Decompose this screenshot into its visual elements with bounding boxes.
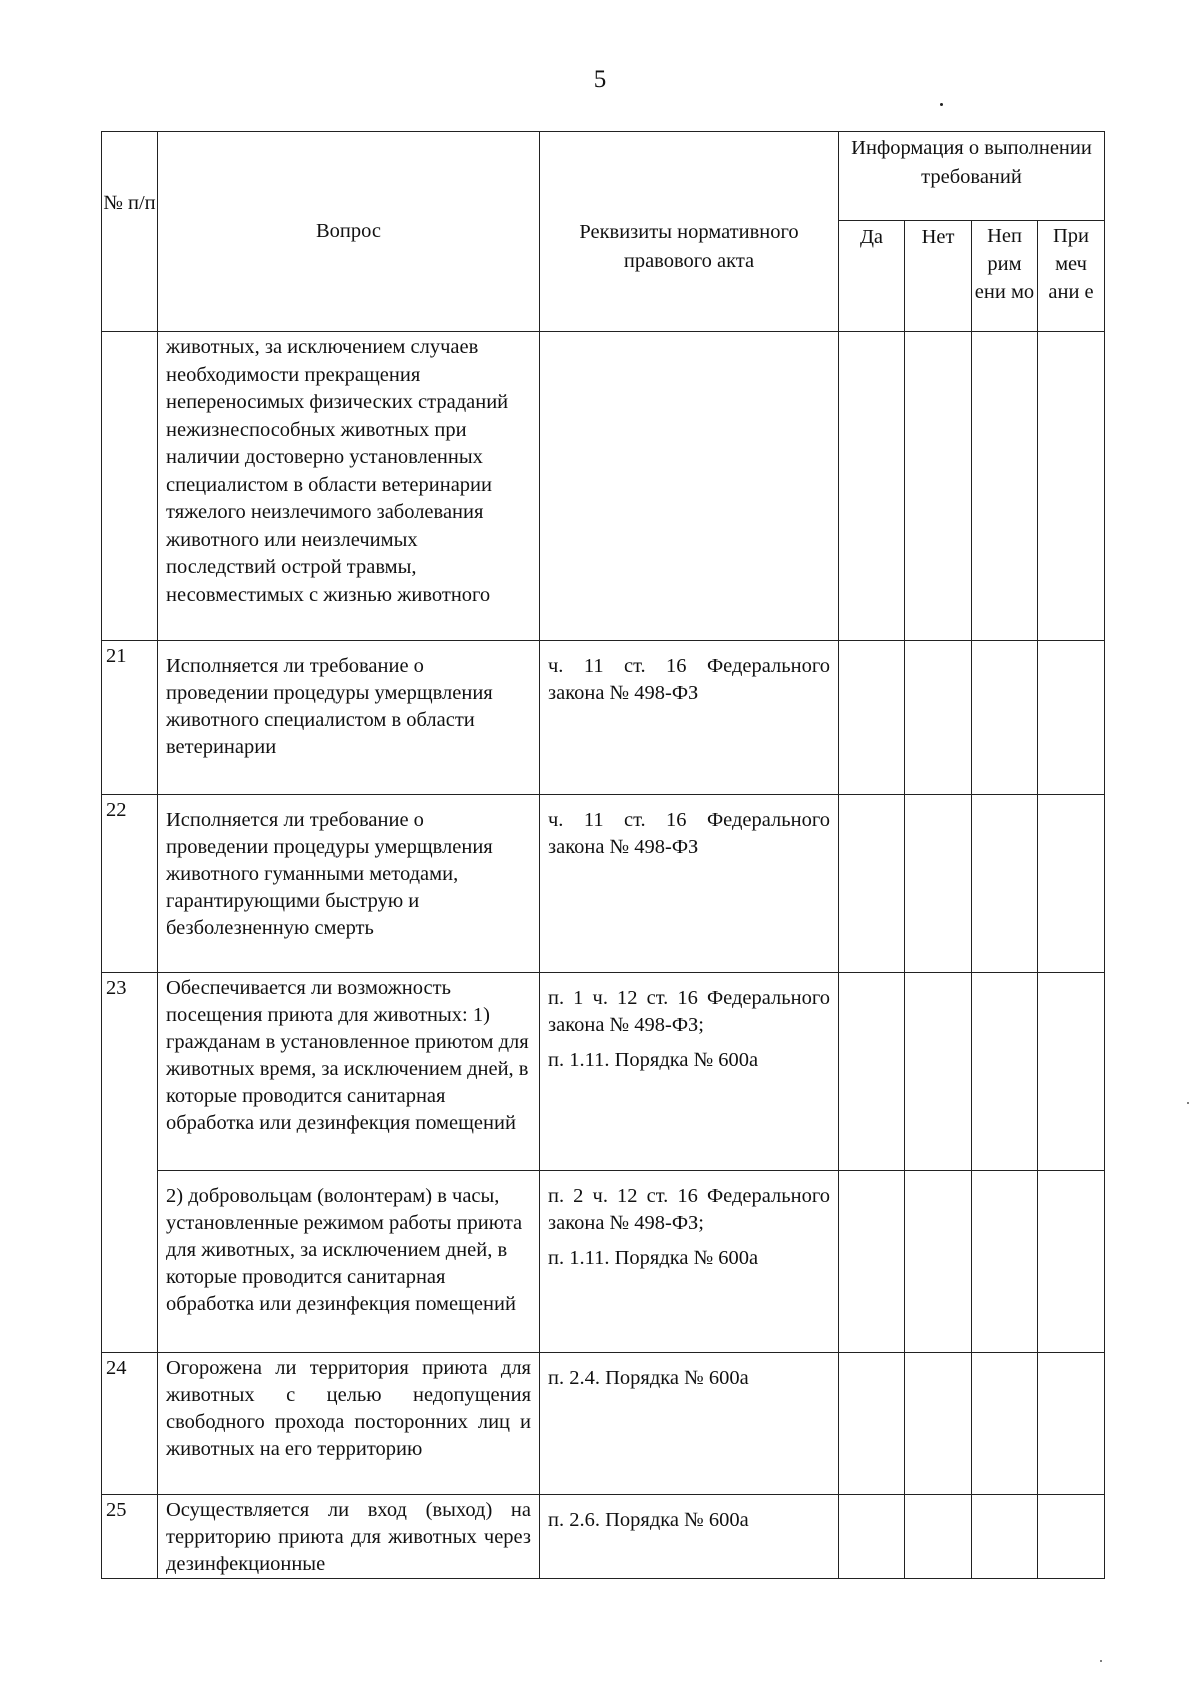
ref-item: ч. 11 ст. 16 Федерального закона № 498-ФЗ (548, 809, 830, 858)
row-num (102, 332, 158, 641)
row-ref (540, 1171, 839, 1353)
cell-note (1038, 1353, 1105, 1495)
header-num: № п/п (102, 132, 158, 332)
cell-na (972, 973, 1038, 1171)
page-number: 5 (593, 66, 607, 93)
row-question: Исполняется ли требование о проведении процедуры умерщвления животного специалистом в области ветеринарии (158, 641, 540, 795)
table-row (102, 1353, 1105, 1495)
row-question: 2) добровольцам (волонтерам) в часы, установленные режимом работы приюта для животных, за исключением дней, в которые проводится санитарная обработка или дезинфекция помещений (158, 1171, 540, 1353)
scan-speck (1187, 1102, 1189, 1104)
table-row (102, 1171, 1105, 1353)
table-row (102, 795, 1105, 973)
header-row (102, 132, 1105, 221)
cell-note (1038, 332, 1105, 641)
table-row (102, 973, 1105, 1171)
row-num: 21 (102, 641, 158, 795)
cell-note (1038, 795, 1105, 973)
row-question: Обеспечивается ли возможность посещения приюта для животных: 1) гражданам в установленное приютом для животных время, за исключением дней, в которые проводится санитарная обработка или дезинфекция помещений (158, 973, 540, 1171)
scan-speck (1100, 1660, 1102, 1662)
checklist-table (101, 131, 1105, 1579)
row-ref (540, 332, 839, 641)
cell-note (1038, 973, 1105, 1171)
table-row (102, 332, 1105, 641)
cell-no (905, 973, 972, 1171)
row-num: 24 (102, 1353, 158, 1495)
cell-na (972, 1353, 1038, 1495)
row-ref (540, 641, 839, 795)
row-num: 22 (102, 795, 158, 973)
header-ref: Реквизиты нормативного правового акта (540, 132, 839, 332)
row-question: Огорожена ли территория приюта для животных с целью недопущения свободного прохода посторонних лиц и животных на его территорию (158, 1353, 540, 1495)
header-question: Вопрос (158, 132, 540, 332)
cell-no (905, 795, 972, 973)
cell-na (972, 1495, 1038, 1579)
cell-note (1038, 1495, 1105, 1579)
ref-item: п. 2.4. Порядка № 600а (548, 1367, 749, 1389)
row-ref (540, 973, 839, 1171)
cell-yes (839, 1495, 905, 1579)
header-note: При меч ани е (1038, 221, 1105, 332)
cell-note (1038, 641, 1105, 795)
cell-yes (839, 1171, 905, 1353)
ref-item: п. 1.11. Порядка № 600а (548, 1049, 759, 1071)
cell-yes (839, 641, 905, 795)
cell-no (905, 641, 972, 795)
scan-speck (940, 103, 943, 106)
cell-no (905, 1171, 972, 1353)
row-question: животных, за исключением случаев необходимости прекращения непереносимых физических страданий нежизнеспособных животных при наличии достоверно установленных специалистом в области ветеринарии тяжелого неизлечимого заболевания животного или неизлечимых последствий острой травмы, несовместимых с жизнью животного (158, 332, 540, 641)
header-na: Неп рим ени мо (972, 221, 1038, 332)
header-no: Нет (905, 221, 972, 332)
table-row (102, 1495, 1105, 1579)
row-num: 25 (102, 1495, 158, 1579)
ref-item: п. 1 ч. 12 ст. 16 Федерального закона № 498-ФЗ; (548, 987, 830, 1036)
row-question: Осуществляется ли вход (выход) на территорию приюта для животных через дезинфекционные (158, 1495, 540, 1579)
row-question: Исполняется ли требование о проведении процедуры умерщвления животного гуманными методами, гарантирующими быструю и безболезненную смерть (158, 795, 540, 973)
cell-na (972, 332, 1038, 641)
ref-item: п. 2 ч. 12 ст. 16 Федерального закона № 498-ФЗ; (548, 1185, 830, 1234)
cell-note (1038, 1171, 1105, 1353)
row-ref (540, 795, 839, 973)
header-yes: Да (839, 221, 905, 332)
table-row (102, 641, 1105, 795)
row-ref (540, 1353, 839, 1495)
cell-no (905, 1353, 972, 1495)
cell-na (972, 795, 1038, 973)
row-ref (540, 1495, 839, 1579)
cell-yes (839, 1353, 905, 1495)
cell-na (972, 1171, 1038, 1353)
cell-yes (839, 332, 905, 641)
header-info: Информация о выполнении требований (839, 132, 1105, 221)
cell-yes (839, 795, 905, 973)
cell-yes (839, 973, 905, 1171)
row-num: 23 (102, 973, 158, 1353)
ref-item: ч. 11 ст. 16 Федерального закона № 498-ФЗ (548, 655, 830, 704)
ref-item: п. 1.11. Порядка № 600а (548, 1247, 759, 1269)
ref-item: п. 2.6. Порядка № 600а (548, 1509, 749, 1531)
cell-no (905, 332, 972, 641)
cell-no (905, 1495, 972, 1579)
cell-na (972, 641, 1038, 795)
